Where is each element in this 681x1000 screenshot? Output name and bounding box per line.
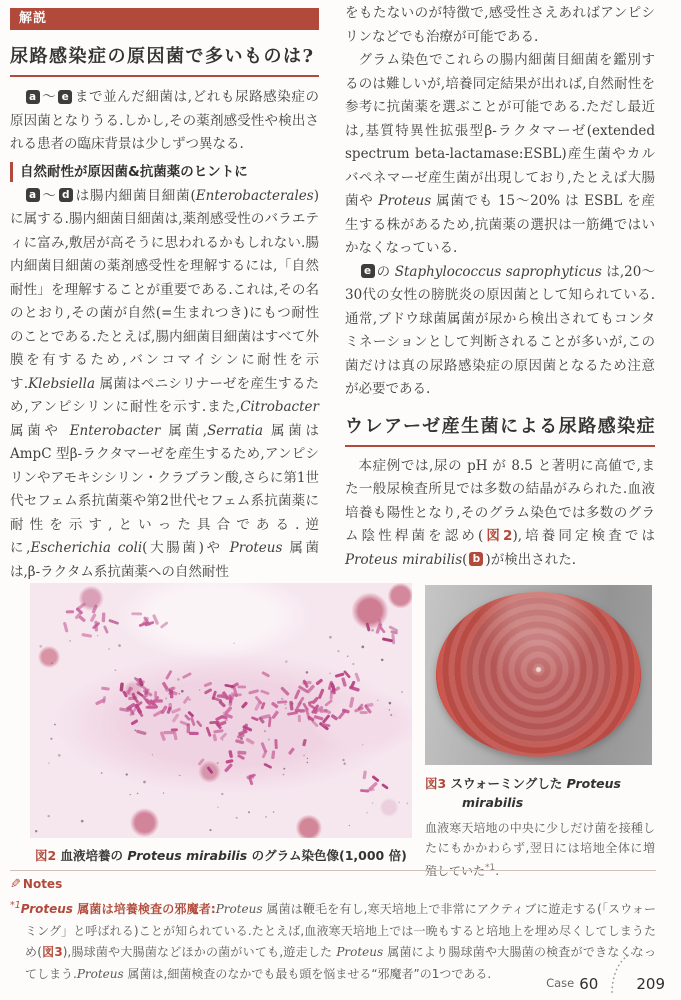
figure-3-description: 血液寒天培地の中央に少しだけ菌を接種したにもかかわらず,翌日には培地全体に増殖していた$^{*1}$. bbox=[425, 821, 655, 878]
blood-agar-plate bbox=[436, 592, 641, 757]
petri-dish-image bbox=[425, 585, 652, 765]
figure-3 bbox=[425, 585, 655, 881]
left-column bbox=[10, 8, 319, 584]
paragraph-continuation: をもたないのが特徴で,感受性さえあればアンピシリンなどでも治療が可能である. bbox=[345, 5, 655, 45]
footnote-1: $^{*1}$Proteus 属菌は培養検査の邪魔者:Proteus 属菌は鞭毛を有し,寒天培地上で非常にアクティブに遊走する(「スウォーミング」と呼ばれる)ことが知られている.たとえば,血液寒天培地上では一晩もすると培地上を埋め尽くしてしまうため(図3),腸球菌や大腸菌などほかの菌がいても,遊走した Proteus 属菌により腸球菌や大腸菌の検査ができなくなってしまう.Proteus 属菌は,細菌検査のなかでも最も頭を悩ませる“邪魔者”の1つである. bbox=[10, 900, 657, 981]
figure-3-caption: 図3 スウォーミングした Proteus mirabilis bbox=[425, 776, 621, 810]
page-number: 209 bbox=[636, 975, 665, 993]
figure-2-caption: 図2 血液培養の Proteus mirabilis のグラム染色像(1,000 倍) bbox=[35, 848, 407, 863]
gram-stain-image bbox=[30, 583, 412, 838]
paragraph-saprophyticus: e の Staphylococcus saprophyticus は,20〜30代の女性の膀胱炎の原因菌として知られている.通常,ブドウ球菌属菌が尿から検出されてもコンタミネーションとして判断されることが多いが,この菌だけは真の尿路感染症の原因菌となるため注意が必要である. bbox=[345, 263, 655, 397]
page-footer bbox=[546, 950, 665, 992]
paragraph-natural-resistance: a 〜 d は腸内細菌目細菌(Enterobacterales)に属する.腸内細菌目細菌は,薬剤感受性のバラエティに富み,敷居が高そうに思われるかもしれない.腸内細菌目細菌の薬剤感受性を理解するには,「自然耐性」を理解することが重要である.これは,その名のとおり,その菌が自然(=生まれつき)にもつ耐性のことである.たとえば,腸内細菌目細菌はすべて外膜を有するため,バンコマイシンに耐性を示す.Klebsiella 属菌はペニシリナーゼを産生するため,アンピシリンに耐性を示す.また,Citrobacter 属菌や Enterobacter 属菌,Serratia 属菌は AmpC 型β-ラクタマーゼを産生するため,アンピシリンやアモキシシリン・クラブラン酸,さらに第1世代セフェム系抗菌薬や第2世代セフェム系抗菌薬に耐性を示す,といった具合である.逆に,Escherichia coli(大腸菌)や Proteus 属菌は,β-ラクタム系抗菌薬への自然耐性 bbox=[10, 187, 319, 580]
section-title-urease: ウレアーゼ産生菌による尿路感染症 bbox=[345, 412, 655, 447]
figure-2 bbox=[30, 583, 412, 865]
notes-header bbox=[10, 876, 656, 893]
paragraph-case: 本症例では,尿の pH が 8.5 と著明に高値で,また一般尿検査所見では多数の結晶がみられた.血液培養も陽性となり,そのグラム染色では多数のグラム陰性桿菌を認め(図2),培養同定検査では Proteus mirabilis( b )が検出された. bbox=[345, 457, 655, 568]
section-badge: 解説 bbox=[10, 8, 319, 30]
dotted-arc-decoration bbox=[600, 950, 634, 992]
paragraph-intro: a 〜 e まで並んだ細菌は,どれも尿路感染症の原因菌となりうる.しかし,その薬剤感受性や検出される患者の臨床背景は少しずつ異なる. bbox=[10, 89, 320, 152]
bacteria-rods-decoration bbox=[30, 583, 412, 838]
pencil-icon: ✎ bbox=[10, 877, 21, 892]
paragraph-esbl: グラム染色でこれらの腸内細菌目細菌を鑑別するのは難しいが,培養同定結果が出れば,自然耐性を参考に抗菌薬を選ぶことが可能である.ただし最近は,基質特異性拡張型β-ラクタマーゼ(extended spectrum beta-lactamase:ESBL)産生菌やカルバペネマーゼ産生菌が出現しており,たとえば大腸菌や Proteus 属菌でも 15〜20% は ESBL を産生する株があるため,抗菌薬の選択は一筋縄ではいかなくなっている. bbox=[345, 52, 655, 256]
subheading-natural-resistance: 自然耐性が原因菌&抗菌薬のヒントに bbox=[10, 162, 319, 182]
case-number: 60 bbox=[579, 975, 599, 993]
right-column bbox=[345, 2, 655, 572]
notes-label: Notes bbox=[22, 877, 63, 891]
case-label: Case bbox=[546, 976, 575, 990]
page-title: 尿路感染症の原因菌で多いものは? bbox=[10, 42, 319, 77]
